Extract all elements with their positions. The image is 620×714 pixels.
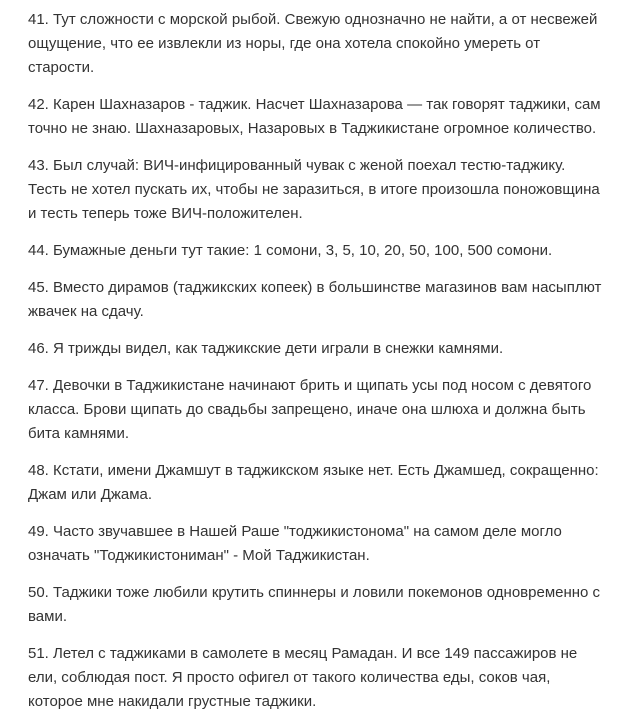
item-number: 44.	[28, 242, 49, 259]
list-item	[28, 276, 606, 324]
list-item	[28, 239, 606, 263]
item-text: Девочки в Таджикистане начинают брить и щипать усы под носом с девятого класса. Брови щипать до свадьбы запрещено, иначе она шлюха и должна быть бита камнями.	[28, 377, 592, 442]
item-number: 51.	[28, 645, 49, 662]
list-item	[28, 8, 606, 80]
list-item	[28, 154, 606, 226]
item-text: Был случай: ВИЧ-инфицированный чувак с женой поехал тестю-таджику. Тесть не хотел пускать их, чтобы не заразиться, в итоге произошла поножовщина и тесть теперь тоже ВИЧ-положителен.	[28, 157, 600, 222]
item-text: Бумажные деньги тут такие: 1 сомони, 3, 5, 10, 20, 50, 100, 500 сомони.	[53, 242, 553, 259]
list-item	[28, 581, 606, 629]
item-number: 46.	[28, 340, 49, 357]
item-number: 45.	[28, 279, 49, 296]
item-text: Тут сложности с морской рыбой. Свежую однозначно не найти, а от несвежей ощущение, что ее извлекли из норы, где она хотела спокойно умереть от старости.	[28, 11, 598, 76]
item-number: 48.	[28, 462, 49, 479]
item-number: 49.	[28, 523, 49, 540]
item-number: 50.	[28, 584, 49, 601]
list-item	[28, 520, 606, 568]
item-number: 43.	[28, 157, 49, 174]
item-number: 47.	[28, 377, 49, 394]
item-text: Кстати, имени Джамшут в таджикском языке нет. Есть Джамшед, сокращенно: Джам или Джама.	[28, 462, 599, 503]
list-item	[28, 337, 606, 361]
item-text: Таджики тоже любили крутить спиннеры и ловили покемонов одновременно с вами.	[28, 584, 601, 625]
item-text: Летел с таджиками в самолете в месяц Рамадан. И все 149 пассажиров не ели, соблюдая пост. Я просто офигел от такого количества еды, соков чая, которое мне накидали грустные таджики.	[28, 645, 578, 710]
list-item	[28, 642, 606, 714]
list-item	[28, 459, 606, 507]
item-text: Карен Шахназаров - таджик. Насчет Шахназарова — так говорят таджики, сам точно не знаю. Шахназаровых, Назаровых в Таджикистане огромное количество.	[28, 96, 601, 137]
list-item	[28, 93, 606, 141]
item-number: 42.	[28, 96, 49, 113]
item-number: 41.	[28, 11, 49, 28]
item-text: Часто звучавшее в Нашей Раше "тоджикистонома" на самом деле могло означать "Тоджикистониман" - Мой Таджикистан.	[28, 523, 562, 564]
item-text: Я трижды видел, как таджикские дети играли в снежки камнями.	[53, 340, 504, 357]
list-item	[28, 374, 606, 446]
item-text: Вместо дирамов (таджикских копеек) в большинстве магазинов вам насыплют жвачек на сдачу.	[28, 279, 602, 320]
